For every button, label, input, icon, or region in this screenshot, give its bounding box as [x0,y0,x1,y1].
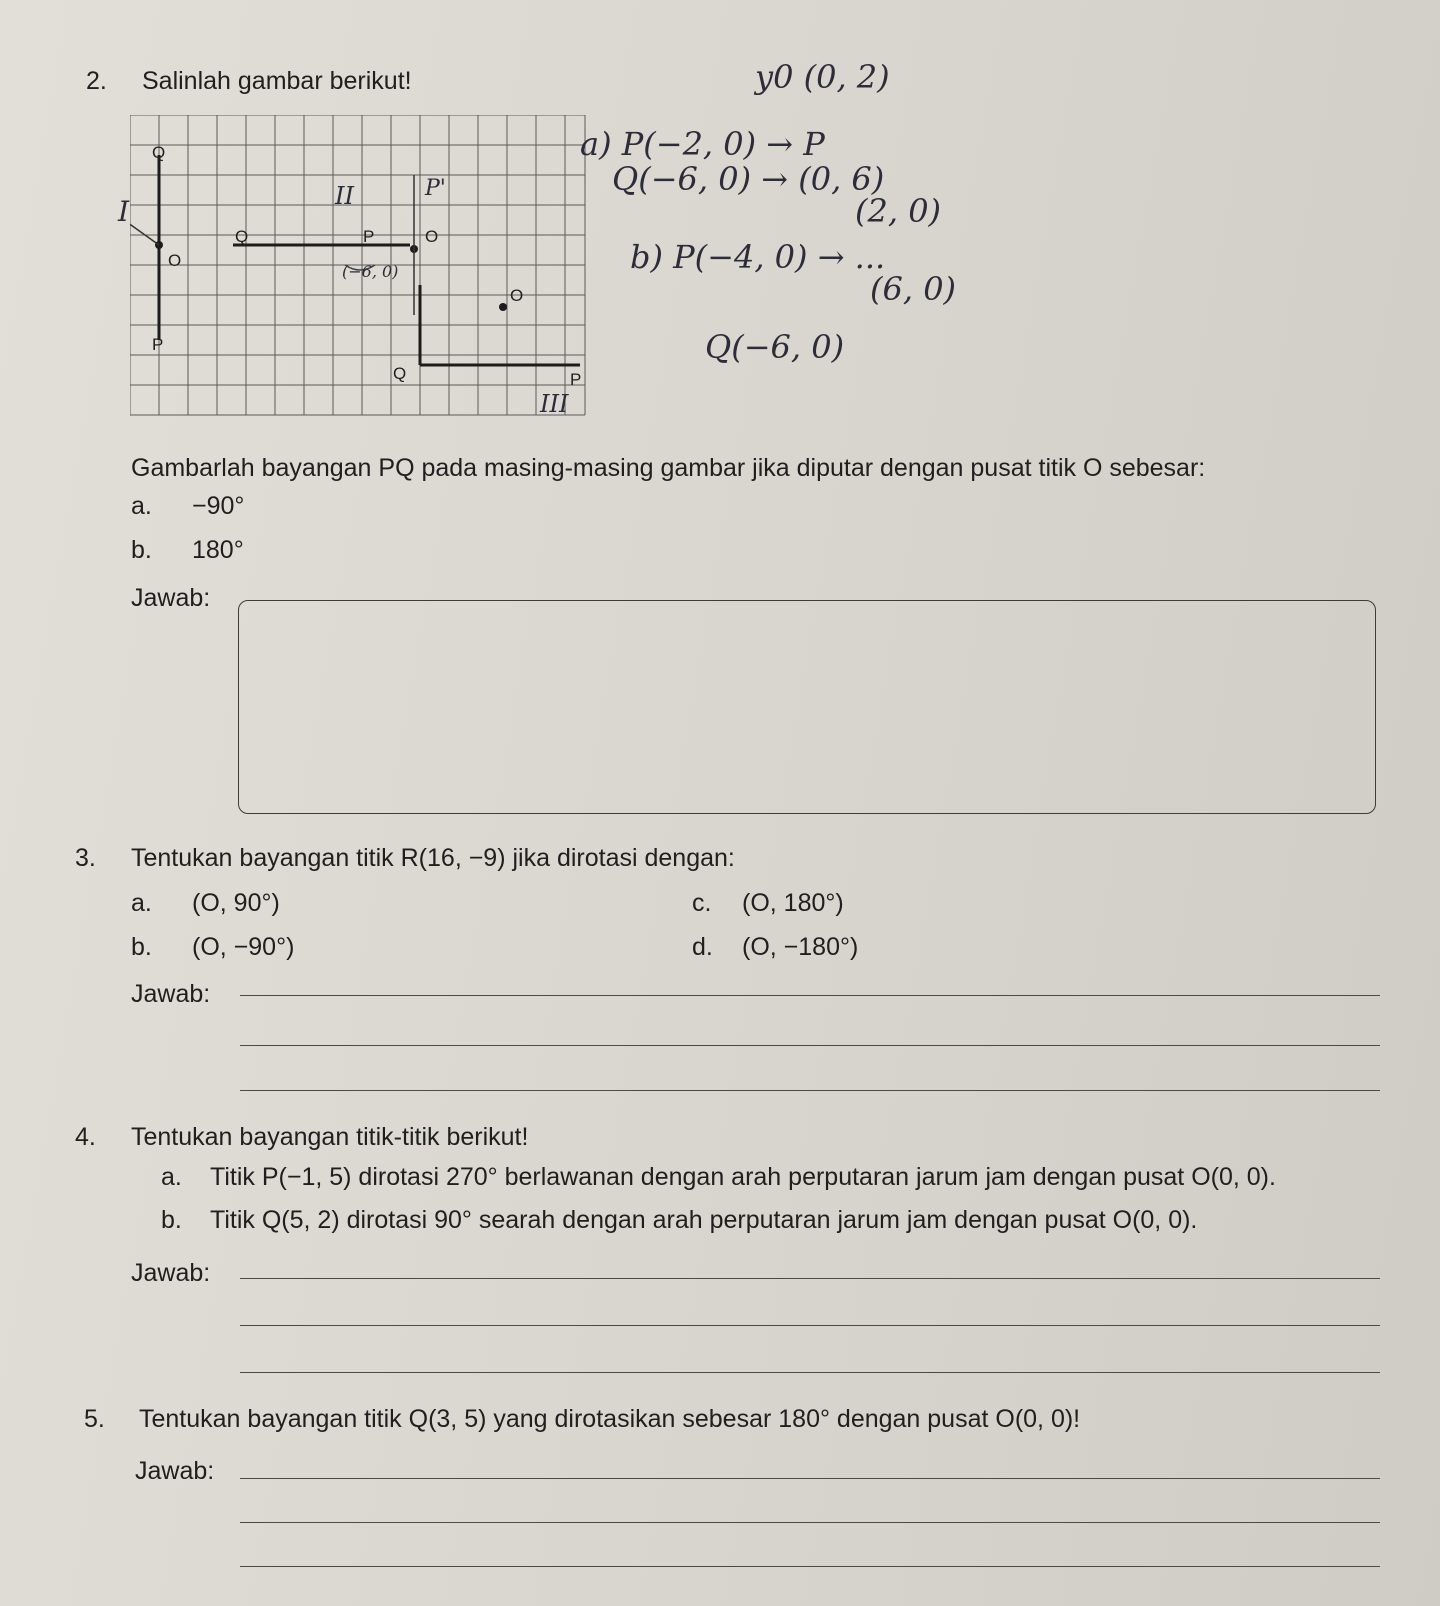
q3-option-d-value: (O, −180°) [742,933,859,961]
fig2-label-p: P [363,227,375,246]
handwritten-note-7: Q(−6, 0) [705,328,845,366]
fig1-label-o: O [168,251,182,270]
q5-answer-line-2[interactable] [240,1522,1380,1523]
q2-option-b-label: b. [131,536,152,564]
handwritten-note-1: y0 (0, 2) [755,58,890,96]
q3-text: Tentukan bayangan titik R(16, −9) jika dirotasi dengan: [131,844,735,872]
q2-instruction: Gambarlah bayangan PQ pada masing-masing gambar jika diputar dengan pusat titik O sebesar: [131,454,1206,482]
q4-item-a-label: a. [161,1163,182,1191]
fig3-label-p: P [570,370,582,389]
q2-answer-label: Jawab: [131,584,211,612]
q2-option-b-value: 180° [192,536,244,564]
q5-answer-line-1[interactable] [240,1478,1380,1479]
q5-number: 5. [84,1405,105,1433]
handwritten-roman-3: III [540,390,569,418]
q3-option-a-label: a. [131,889,152,917]
q3-option-b-value: (O, −90°) [192,933,295,961]
fig3-label-o: O [510,286,524,305]
fig1-label-q: Q [152,143,166,162]
q4-text: Tentukan bayangan titik-titik berikut! [131,1123,529,1151]
handwritten-note-small: (−6, 0) [342,262,399,281]
q3-option-d-label: d. [692,933,713,961]
q4-item-b-label: b. [161,1206,182,1234]
q4-answer-label: Jawab: [131,1259,211,1287]
q2-number: 2. [86,67,107,95]
q2-answer-box[interactable] [238,600,1376,814]
q4-number: 4. [75,1123,96,1151]
q2-option-a-value: −90° [192,492,245,520]
q4-item-a-text: Titik P(−1, 5) dirotasi 270° berlawanan dengan arah perputaran jarum jam dengan pusat O(0, 0). [210,1163,1276,1191]
fig1-label-p: P [152,335,164,354]
handwritten-note-5: b) P(−4, 0) → ... [630,238,886,276]
q3-option-b-label: b. [131,933,152,961]
q4-answer-line-2[interactable] [240,1325,1380,1326]
fig2-label-q: Q [235,227,249,246]
handwritten-p-prime: P' [425,176,446,201]
q3-answer-line-3[interactable] [240,1090,1380,1091]
handwritten-note-6: (6, 0) [870,270,957,308]
q3-option-c-label: c. [692,889,712,917]
fig2-label-o: O [425,227,439,246]
q5-answer-line-3[interactable] [240,1566,1380,1567]
q5-answer-label: Jawab: [135,1457,215,1485]
handwritten-note-3: Q(−6, 0) → (0, 6) [612,160,885,198]
q3-option-c-value: (O, 180°) [742,889,844,917]
handwritten-note-4: (2, 0) [855,192,942,230]
q5-text: Tentukan bayangan titik Q(3, 5) yang dirotasikan sebesar 180° dengan pusat O(0, 0)! [139,1405,1081,1433]
q4-item-b-text: Titik Q(5, 2) dirotasi 90° searah dengan arah perputaran jarum jam dengan pusat O(0, 0). [210,1206,1198,1234]
q3-answer-line-2[interactable] [240,1045,1380,1046]
q2-option-a-label: a. [131,492,152,520]
pencil-mark-1 [130,210,159,245]
fig3-label-q: Q [393,364,407,383]
q3-answer-label: Jawab: [131,980,211,1008]
fig3-point-o [499,303,507,311]
handwritten-roman-1: I [118,195,130,228]
q3-number: 3. [75,844,96,872]
q3-answer-line-1[interactable] [240,995,1380,996]
q4-answer-line-1[interactable] [240,1278,1380,1279]
q3-option-a-value: (O, 90°) [192,889,280,917]
q2-title: Salinlah gambar berikut! [142,67,412,95]
q4-answer-line-3[interactable] [240,1372,1380,1373]
handwritten-roman-2: II [335,182,354,210]
handwritten-note-2: a) P(−2, 0) → P [580,125,825,163]
